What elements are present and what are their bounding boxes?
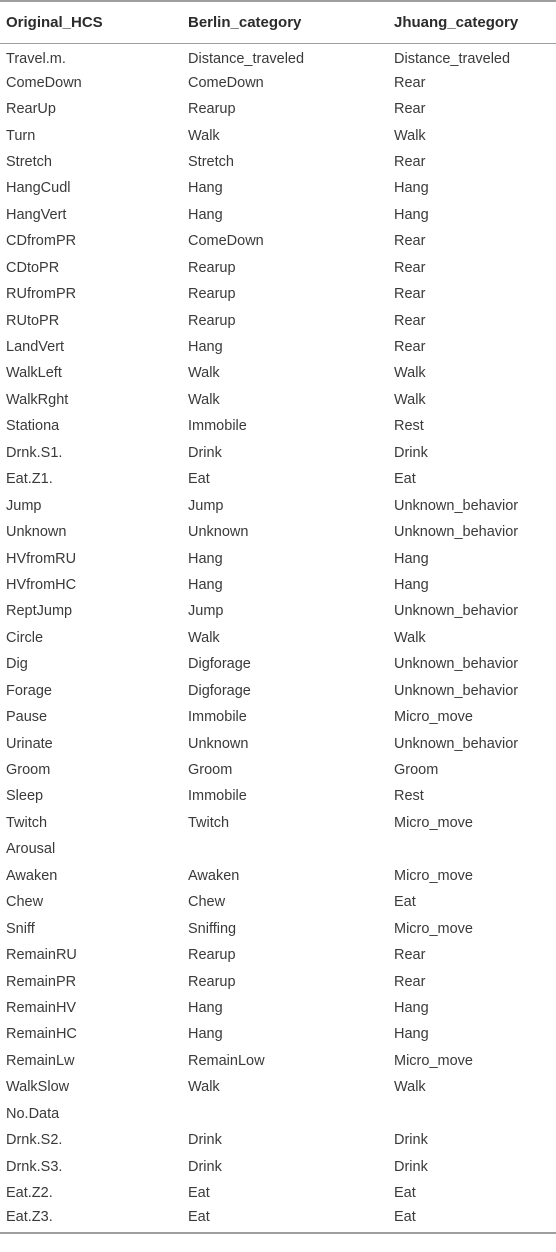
cell-jhuang-category: Drink xyxy=(394,1132,428,1149)
table-row xyxy=(0,889,556,915)
cell-berlin-category: Eat xyxy=(188,471,210,488)
table-row xyxy=(0,69,556,95)
cell-original-hcs: Jump xyxy=(6,497,42,514)
table-row xyxy=(0,202,556,228)
cell-original-hcs: HVfromHC xyxy=(6,576,77,593)
table-row xyxy=(0,783,556,809)
cell-jhuang-category: Distance_traveled xyxy=(394,51,511,68)
table-row xyxy=(0,228,556,254)
cell-original-hcs: Sniff xyxy=(6,920,35,937)
table-row xyxy=(0,836,556,862)
table-row xyxy=(0,440,556,466)
cell-jhuang-category: Unknown_behavior xyxy=(394,682,519,699)
table-row xyxy=(0,96,556,122)
table-row xyxy=(0,492,556,518)
header-row xyxy=(0,1,556,43)
table-row xyxy=(0,651,556,677)
cell-berlin-category: Drink xyxy=(188,1158,222,1175)
cell-jhuang-category: Eat xyxy=(394,471,416,488)
cell-original-hcs: HVfromRU xyxy=(6,550,77,567)
table-row xyxy=(0,334,556,360)
table-row xyxy=(0,625,556,651)
cell-original-hcs: RemainRU xyxy=(6,947,77,964)
cell-berlin-category: Eat xyxy=(188,1185,210,1202)
cell-berlin-category: Rearup xyxy=(188,947,236,964)
cell-jhuang-category: Unknown_behavior xyxy=(394,656,519,673)
cell-original-hcs: WalkRght xyxy=(6,391,69,408)
cell-berlin-category: Hang xyxy=(188,550,223,567)
cell-berlin-category: Walk xyxy=(188,365,220,382)
table-row xyxy=(0,1101,556,1127)
cell-original-hcs: Arousal xyxy=(6,841,56,858)
cell-berlin-category: Hang xyxy=(188,206,223,223)
cell-berlin-category: RemainLow xyxy=(188,1052,265,1069)
cell-jhuang-category: Rear xyxy=(394,312,426,329)
cell-jhuang-category xyxy=(388,1101,556,1127)
table-header xyxy=(0,1,556,43)
cell-jhuang-category: Unknown_behavior xyxy=(394,497,519,514)
cell-original-hcs: Travel.m. xyxy=(6,51,66,68)
cell-jhuang-category: Rear xyxy=(394,233,426,250)
cell-jhuang-category: Hang xyxy=(394,180,429,197)
cell-original-hcs: HangCudl xyxy=(6,180,71,197)
cell-berlin-category: Drink xyxy=(188,444,222,461)
table-row xyxy=(0,757,556,783)
cell-berlin-category: Digforage xyxy=(188,682,251,699)
cell-jhuang-category: Groom xyxy=(394,762,439,779)
table-row xyxy=(0,1048,556,1074)
cell-jhuang-category: Hang xyxy=(394,1026,429,1043)
cell-berlin-category: Sniffing xyxy=(188,920,237,937)
cell-original-hcs: WalkLeft xyxy=(6,365,62,382)
cell-berlin-category: Immobile xyxy=(188,418,247,435)
cell-berlin-category: ComeDown xyxy=(188,233,264,250)
cell-berlin-category: Rearup xyxy=(188,286,236,303)
cell-original-hcs: Dig xyxy=(6,656,28,673)
cell-berlin-category: Walk xyxy=(188,629,220,646)
cell-berlin-category: Unknown xyxy=(188,735,249,752)
cell-jhuang-category: Unknown_behavior xyxy=(394,524,519,541)
table-row xyxy=(0,968,556,994)
cell-jhuang-category: Micro_move xyxy=(394,709,473,726)
cell-jhuang-category: Walk xyxy=(394,1079,426,1096)
cell-berlin-category: Immobile xyxy=(188,788,247,805)
table-row xyxy=(0,678,556,704)
cell-berlin-category: Jump xyxy=(188,603,224,620)
cell-jhuang-category: Rear xyxy=(394,101,426,118)
cell-jhuang-category: Micro_move xyxy=(394,1052,473,1069)
cell-jhuang-category: Eat xyxy=(388,1206,556,1232)
table-row xyxy=(0,149,556,175)
cell-original-hcs: RemainPR xyxy=(6,973,77,990)
cell-original-hcs: Twitch xyxy=(6,814,48,831)
table-row xyxy=(0,175,556,201)
cell-original-hcs: CDfromPR xyxy=(6,233,77,250)
table-row xyxy=(0,545,556,571)
cell-original-hcs: Groom xyxy=(6,762,51,779)
cell-original-hcs: RUfromPR xyxy=(6,286,77,303)
cell-berlin-category: Chew xyxy=(188,894,226,911)
header-original-hcs: Original_HCS xyxy=(0,1,182,43)
cell-berlin-category: Distance_traveled xyxy=(188,51,305,68)
cell-berlin-category: Hang xyxy=(188,576,223,593)
cell-berlin-category: Groom xyxy=(188,762,233,779)
cell-jhuang-category: Unknown_behavior xyxy=(394,603,519,620)
cell-jhuang-category: Unknown_behavior xyxy=(394,735,519,752)
table-row xyxy=(0,942,556,968)
table-body xyxy=(0,43,556,1233)
table-row xyxy=(0,519,556,545)
cell-berlin-category: Eat xyxy=(182,1206,388,1232)
table-row xyxy=(0,915,556,941)
cell-jhuang-category: Drink xyxy=(394,1158,428,1175)
cell-original-hcs: Forage xyxy=(6,682,52,699)
cell-berlin-category: Rearup xyxy=(188,312,236,329)
cell-jhuang-category: Rest xyxy=(394,418,424,435)
cell-original-hcs: Eat.Z1. xyxy=(6,471,53,488)
cell-original-hcs: Drnk.S2. xyxy=(6,1132,63,1149)
cell-original-hcs: RemainHC xyxy=(6,1026,77,1043)
cell-original-hcs: RemainHV xyxy=(6,999,77,1016)
table-row xyxy=(0,43,556,69)
table-row xyxy=(0,466,556,492)
cell-berlin-category: Walk xyxy=(188,391,220,408)
cell-berlin-category: Stretch xyxy=(188,153,234,170)
cell-jhuang-category: Walk xyxy=(394,365,426,382)
cell-jhuang-category: Rear xyxy=(394,153,426,170)
cell-original-hcs: RemainLw xyxy=(6,1052,75,1069)
cell-original-hcs: CDtoPR xyxy=(6,259,60,276)
cell-jhuang-category: Hang xyxy=(394,576,429,593)
cell-berlin-category: Walk xyxy=(188,1079,220,1096)
cell-jhuang-category: Walk xyxy=(394,127,426,144)
cell-berlin-category: Awaken xyxy=(188,867,240,884)
table-row xyxy=(0,255,556,281)
cell-original-hcs: HangVert xyxy=(6,206,67,223)
cell-original-hcs: Unknown xyxy=(6,524,67,541)
table-row xyxy=(0,360,556,386)
table-row xyxy=(0,1021,556,1047)
cell-jhuang-category: Walk xyxy=(394,391,426,408)
table-row xyxy=(0,413,556,439)
cell-jhuang-category: Hang xyxy=(394,550,429,567)
cell-jhuang-category: Rear xyxy=(394,286,426,303)
cell-berlin-category xyxy=(182,836,388,862)
cell-original-hcs: RUtoPR xyxy=(6,312,60,329)
table-row xyxy=(0,1074,556,1100)
cell-berlin-category: Drink xyxy=(188,1132,222,1149)
table-row xyxy=(0,1153,556,1179)
cell-original-hcs: Circle xyxy=(6,629,44,646)
cell-jhuang-category: Rear xyxy=(394,259,426,276)
cell-berlin-category: Unknown xyxy=(188,524,249,541)
table-row xyxy=(0,995,556,1021)
table-row xyxy=(0,387,556,413)
cell-original-hcs: WalkSlow xyxy=(6,1079,70,1096)
cell-original-hcs: Sleep xyxy=(6,788,44,805)
cell-berlin-category: Rearup xyxy=(188,101,236,118)
table-row xyxy=(0,281,556,307)
cell-jhuang-category: Rear xyxy=(394,973,426,990)
cell-jhuang-category xyxy=(388,836,556,862)
table-row xyxy=(0,704,556,730)
table-row xyxy=(0,1180,556,1206)
cell-berlin-category: Hang xyxy=(188,180,223,197)
cell-original-hcs: LandVert xyxy=(6,339,65,356)
cell-original-hcs: Stationa xyxy=(6,418,60,435)
cell-berlin-category: Immobile xyxy=(188,709,247,726)
table-row xyxy=(0,1127,556,1153)
table-row xyxy=(0,1206,556,1232)
cell-jhuang-category: Hang xyxy=(394,999,429,1016)
cell-berlin-category: Hang xyxy=(188,1026,223,1043)
table-row xyxy=(0,307,556,333)
cell-original-hcs: No.Data xyxy=(6,1105,60,1122)
cell-jhuang-category: Hang xyxy=(394,206,429,223)
cell-berlin-category: Walk xyxy=(188,127,220,144)
cell-original-hcs: RearUp xyxy=(6,101,56,118)
cell-jhuang-category: Walk xyxy=(394,629,426,646)
cell-original-hcs: ComeDown xyxy=(6,74,82,91)
table-row xyxy=(0,730,556,756)
cell-berlin-category: Jump xyxy=(188,497,224,514)
cell-berlin-category: Digforage xyxy=(188,656,251,673)
cell-jhuang-category: Micro_move xyxy=(394,920,473,937)
cell-original-hcs: ReptJump xyxy=(6,603,73,620)
cell-jhuang-category: Rest xyxy=(394,788,424,805)
cell-original-hcs: Turn xyxy=(6,127,36,144)
cell-original-hcs: Pause xyxy=(6,709,48,726)
cell-original-hcs: Urinate xyxy=(6,735,53,752)
cell-original-hcs: Drnk.S1. xyxy=(6,444,63,461)
cell-original-hcs: Eat.Z2. xyxy=(6,1185,53,1202)
table-row xyxy=(0,863,556,889)
cell-berlin-category: Rearup xyxy=(188,973,236,990)
cell-jhuang-category: Micro_move xyxy=(394,814,473,831)
table-row xyxy=(0,572,556,598)
cell-jhuang-category: Rear xyxy=(394,339,426,356)
header-berlin-category: Berlin_category xyxy=(182,1,388,43)
cell-berlin-category: Rearup xyxy=(188,259,236,276)
cell-berlin-category: Hang xyxy=(188,999,223,1016)
cell-jhuang-category: Rear xyxy=(394,947,426,964)
table-row xyxy=(0,598,556,624)
cell-berlin-category: Twitch xyxy=(188,814,230,831)
cell-original-hcs: Drnk.S3. xyxy=(6,1158,63,1175)
cell-berlin-category: Hang xyxy=(188,339,223,356)
cell-original-hcs: Eat.Z3. xyxy=(0,1206,182,1232)
table-row xyxy=(0,122,556,148)
cell-original-hcs: Chew xyxy=(6,894,44,911)
cell-original-hcs: Awaken xyxy=(6,867,58,884)
cell-berlin-category xyxy=(182,1101,388,1127)
cell-jhuang-category: Eat xyxy=(394,894,416,911)
table-row xyxy=(0,810,556,836)
header-jhuang-category: Jhuang_category xyxy=(388,1,556,43)
cell-original-hcs: Stretch xyxy=(6,153,52,170)
cell-jhuang-category: Eat xyxy=(394,1185,416,1202)
cell-berlin-category: ComeDown xyxy=(188,74,264,91)
cell-jhuang-category: Drink xyxy=(394,444,428,461)
cell-jhuang-category: Micro_move xyxy=(394,867,473,884)
cell-jhuang-category: Rear xyxy=(394,74,426,91)
